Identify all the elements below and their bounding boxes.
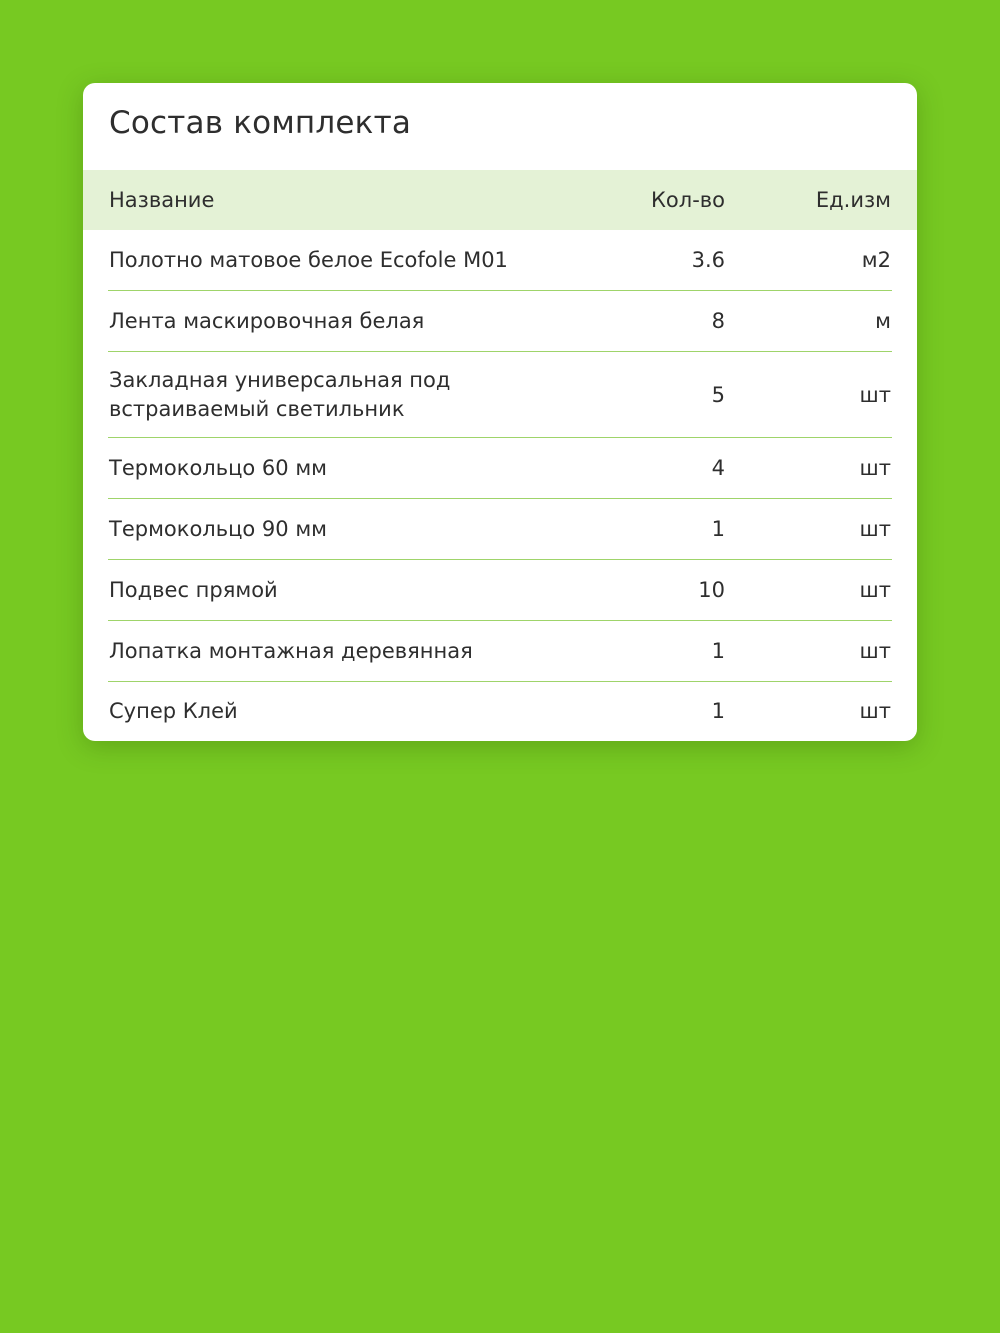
item-qty: 10 [698,578,725,602]
item-unit: шт [859,578,891,602]
item-unit: шт [859,382,891,407]
table-row [83,560,917,621]
column-header-name: Название [109,188,215,212]
table-row [83,291,917,352]
table-row [83,499,917,560]
item-unit: шт [859,639,891,663]
item-qty: 8 [711,309,725,333]
item-unit: шт [859,456,891,480]
item-unit: м [875,309,891,333]
kit-contents-card [83,83,917,741]
item-unit: шт [859,698,891,723]
item-name: Закладная универсальная под встраиваемый светильник [109,368,451,421]
item-name: Лента маскировочная белая [109,309,425,333]
item-name: Супер Клей [109,698,238,723]
item-qty: 3.6 [691,248,725,272]
item-qty: 4 [711,456,725,480]
item-unit: м2 [861,248,891,272]
table-row [83,230,917,291]
item-qty: 1 [711,517,725,541]
card-title: Состав комплекта [109,105,412,141]
item-name: Термокольцо 60 мм [109,456,327,480]
table-row [83,682,917,740]
item-qty: 1 [711,698,725,723]
item-name: Лопатка монтажная деревянная [109,639,473,663]
item-name: Термокольцо 90 мм [109,517,327,541]
table-row [83,438,917,499]
item-unit: шт [859,517,891,541]
column-header-qty: Кол-во [651,188,725,212]
item-name: Полотно матовое белое Ecofole M01 [109,248,508,272]
item-name: Подвес прямой [109,578,278,602]
table-body [83,230,917,740]
item-qty: 5 [711,382,725,407]
table-row [83,621,917,682]
column-header-unit: Ед.изм [815,188,891,212]
item-qty: 1 [711,639,725,663]
table-header [83,170,917,230]
table-row [83,352,917,438]
